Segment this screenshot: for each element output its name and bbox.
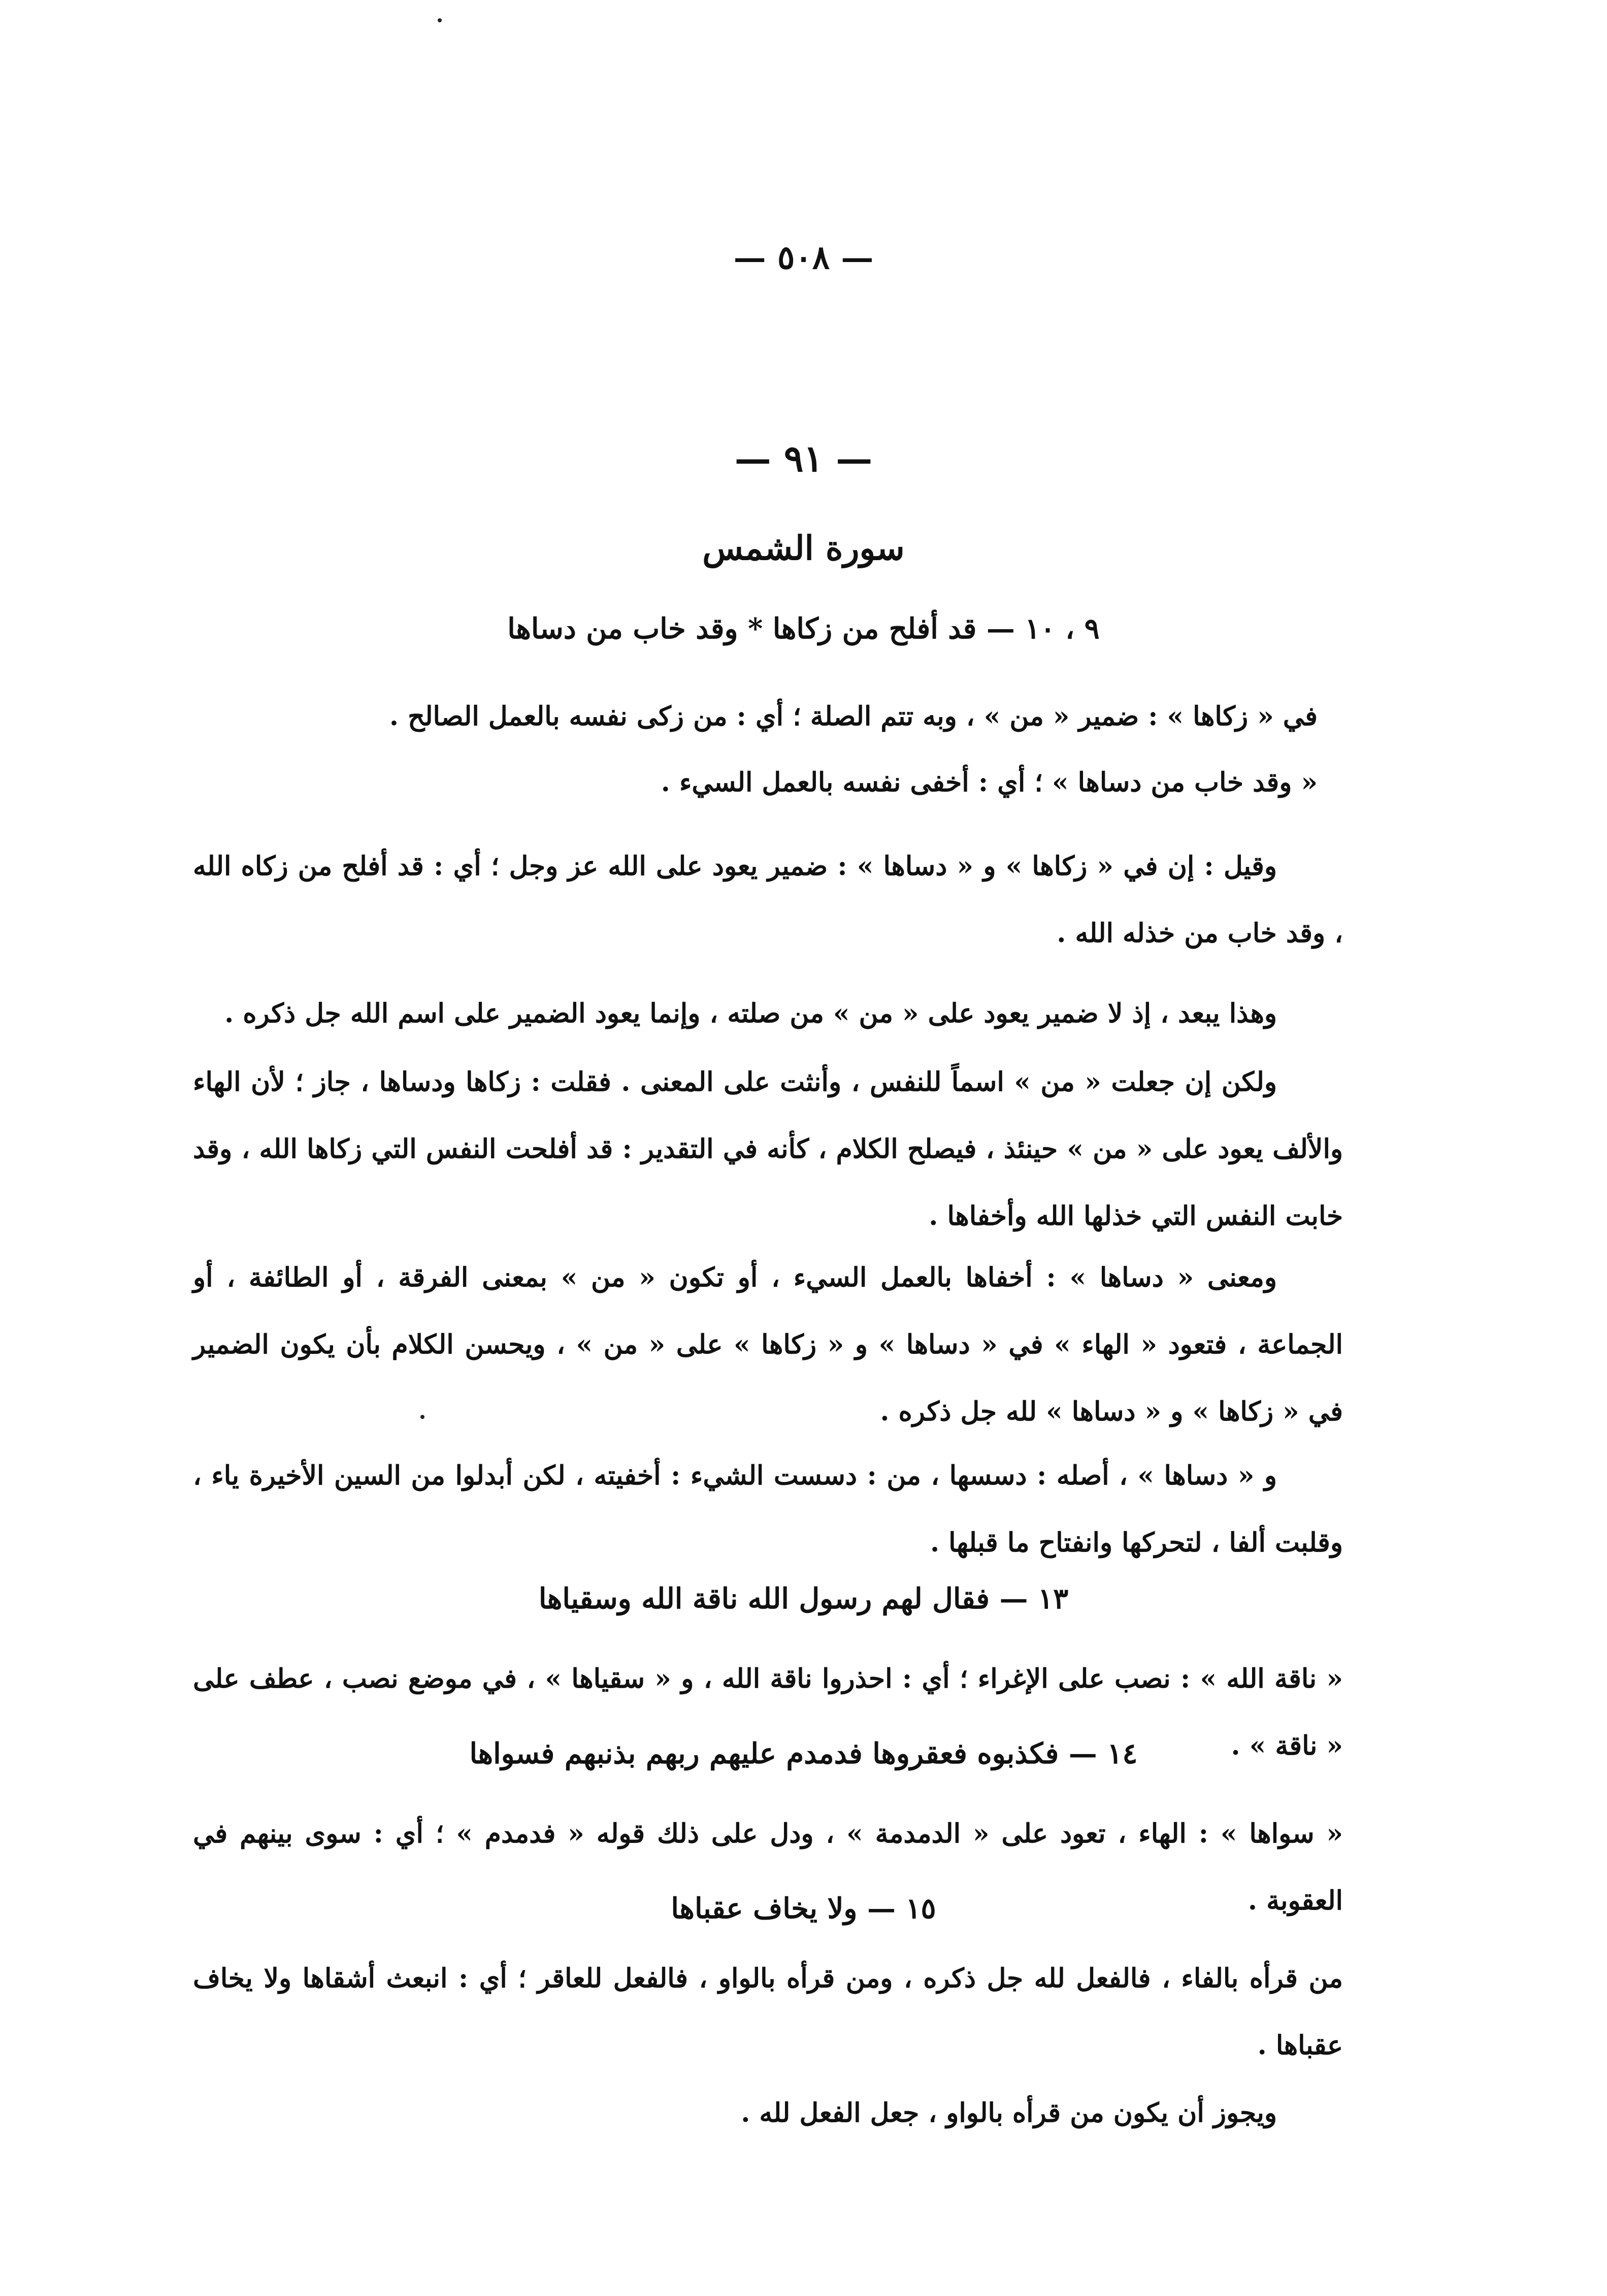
verse-heading: ٩ ، ١٠ — قد أفلح من زكاها * وقد خاب من دساها bbox=[507, 612, 1100, 645]
paragraph: ويجوز أن يكون من قرأه بالواو ، جعل الفعل لله . bbox=[741, 2097, 1277, 2128]
surah-title: سورة الشمس bbox=[702, 528, 905, 568]
paragraph: من قرأه بالفاء ، فالفعل لله جل ذكره ، ومن قرأه بالواو ، فالفعل للعاقر ؛ أي : انبعث أشقاها ولا يخاف عقباها . bbox=[193, 1963, 1343, 2061]
paragraph: وقيل : إن في « زكاها » و « دساها » : ضمير يعود على الله عز وجل ؛ أي : قد أفلح من زكاه الله ، وقد خاب من خذله الله . bbox=[193, 851, 1343, 949]
paragraph: في « زكاها » : ضمير « من » ، وبه تتم الصلة ؛ أي : من زكى نفسه بالعمل الصالح . bbox=[389, 701, 1318, 732]
paragraph: « ناقة الله » : نصب على الإغراء ؛ أي : احذروا ناقة الله ، و « سقياها » ، في موضع نصب ، عطف على « ناقة » . bbox=[193, 1663, 1343, 1761]
paragraph: « وقد خاب من دساها » ؛ أي : أخفى نفسه بالعمل السيء . bbox=[661, 767, 1318, 798]
paragraph: وهذا يبعد ، إذ لا ضمير يعود على « من » من صلته ، وإنما يعود الضمير على اسم الله جل ذكره . bbox=[224, 998, 1277, 1029]
verse-heading: ١٣ — فقال لهم رسول الله ناقة الله وسقياها bbox=[538, 1582, 1069, 1615]
paragraph: ومعنى « دساها » : أخفاها بالعمل السيء ، أو تكون « من » بمعنى الفرقة ، أو الطائفة ، أو الجماعة ، فتعود « الهاء » في « دساها » و « زكاها » على « من » ، ويحسن الكلام بأن يكون الضمير في « زكاها » و « دساها » لله جل ذكره . bbox=[193, 1262, 1343, 1427]
page-number: — ٥٠٨ — bbox=[733, 239, 874, 277]
paragraph: « سواها » : الهاء ، تعود على « الدمدمة » ، ودل على ذلك قوله « فدمدم » ؛ أي : سوى بينهم في العقوبة . bbox=[193, 1818, 1343, 1916]
paragraph: ولكن إن جعلت « من » اسماً للنفس ، وأنثت على المعنى . فقلت : زكاها ودساها ، جاز ؛ لأن الهاء والألف يعود على « من » حينئذ ، فيصلح الكلام ، كأنه في التقدير : قد أفلحت النفس التي زكاها الله ، وقد خابت النفس التي خذلها الله وأخفاها . bbox=[193, 1066, 1343, 1232]
ink-speck bbox=[438, 18, 442, 22]
verse-heading: ١٤ — فكذبوه فعقروها فدمدم عليهم ربهم بذنبهم فسواها bbox=[469, 1737, 1138, 1770]
surah-number: — ٩١ — bbox=[734, 437, 873, 480]
verse-heading: ١٥ — ولا يخاف عقباها bbox=[671, 1892, 936, 1925]
paragraph: و « دساها » ، أصله : دسسها ، من : دسست الشيء : أخفيته ، لكن أبدلوا من السين الأخيرة ياء ، وقلبت ألفا ، لتحركها وانفتاح ما قبلها . bbox=[193, 1460, 1343, 1558]
